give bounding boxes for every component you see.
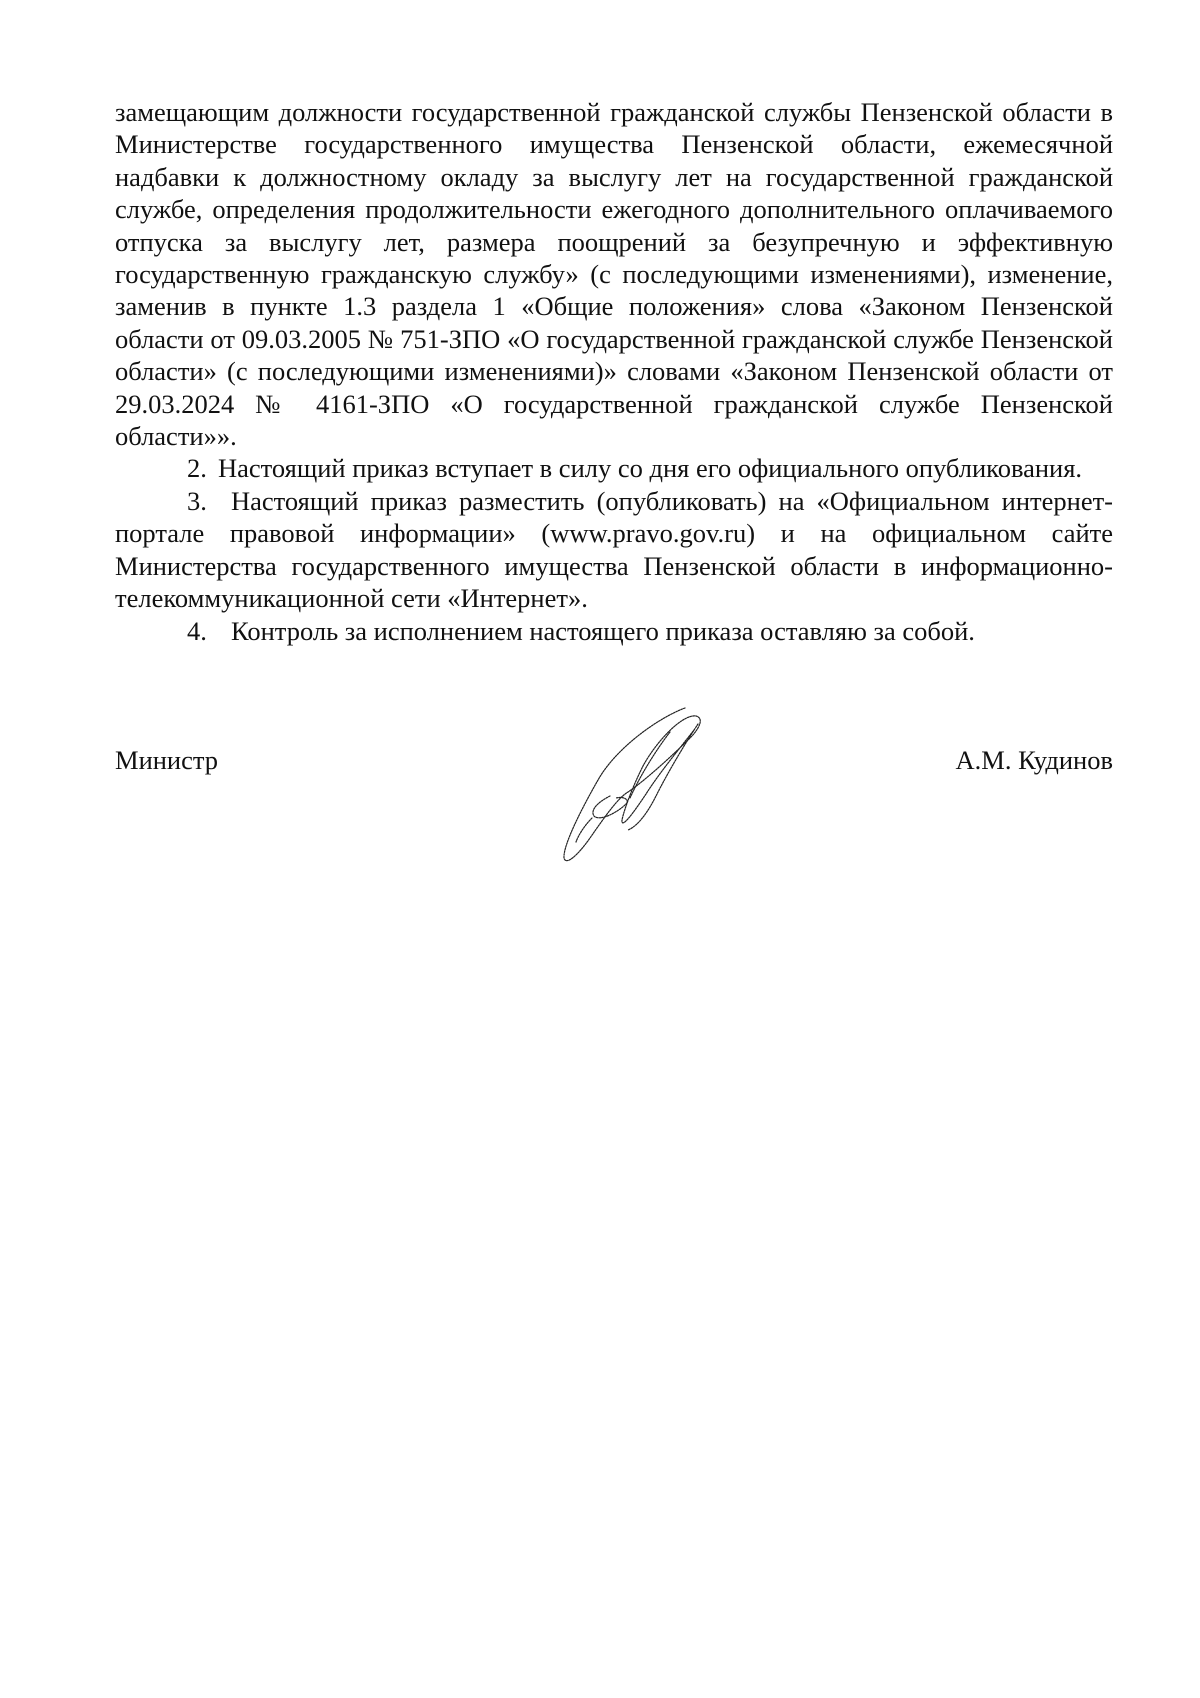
list-item-number: 2. [187, 453, 207, 484]
list-item-effective-date [115, 452, 1113, 484]
list-item-publication [115, 485, 1113, 615]
list-item-control [115, 615, 1113, 647]
handwritten-signature-icon [558, 700, 758, 870]
document-body [115, 96, 1113, 647]
signer-position: Министр [115, 745, 219, 775]
paragraph-amendment: замещающим должности государственной гражданской службы Пензенской области в Министерстве государственного имущества Пензенской области, ежемесячной надбавки к должностному окладу за выслугу лет на государственной гражданской службе, определения продолжительности ежегодного дополнительного оплачиваемого отпуска за выслугу лет, размера поощрений за безупречную и эффективную государственную гражданскую службу» (с последующими изменениями), изменение, заменив в пункте 1.3 раздела 1 «Общие положения» слова «Законом Пензенской области от 09.03.2005 № 751-ЗПО «О государственной гражданской службе Пензенской области» (с последующими изменениями)» словами «Законом Пензенской области от 29.03.2024 № 4161-ЗПО «О государственной гражданской службе Пензенской области»». [115, 97, 1113, 452]
list-item-text: Настоящий приказ вступает в силу со дня его официального опубликования. [218, 453, 1083, 484]
list-item-number: 3. [187, 485, 207, 516]
list-item-text: Настоящий приказ разместить (опубликовать) на «Официальном интернет-портале правовой информации» (www.pravo.gov.ru) и на официальном сайте Министерства государственного имущества Пензенской области в информационно-телекоммуникационной сети «Интернет». [115, 485, 1113, 614]
list-item-text: Контроль за исполнением настоящего приказа оставляю за собой. [231, 615, 975, 646]
signer-name: А.М. Кудинов [955, 745, 1113, 775]
list-item-number: 4. [187, 615, 207, 646]
